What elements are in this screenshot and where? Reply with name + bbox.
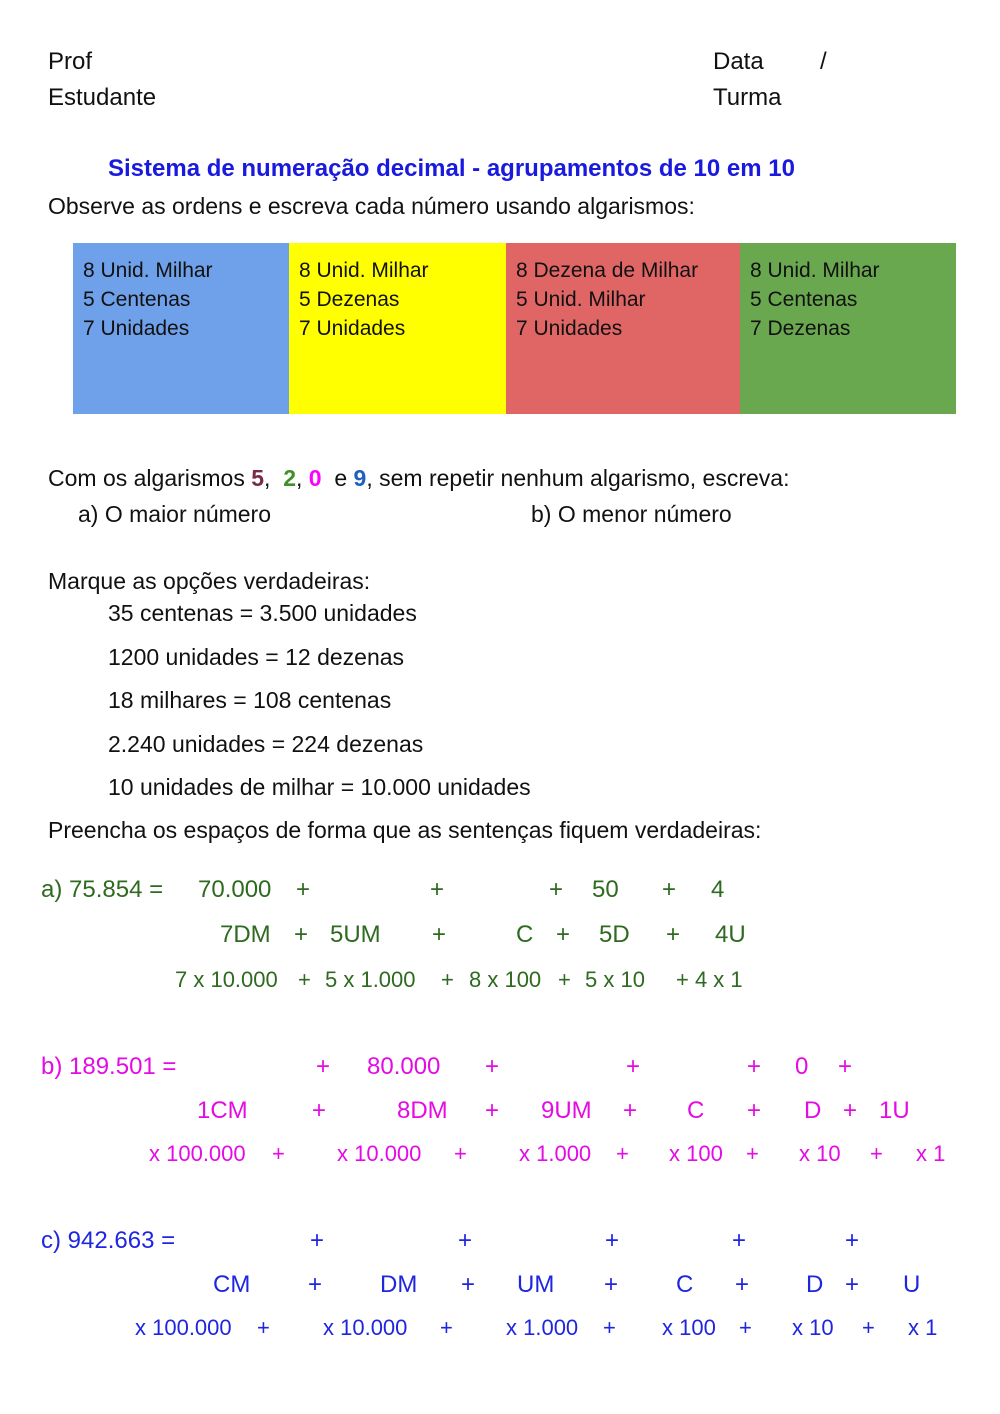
exc-multiplier: x 100 (662, 1315, 716, 1340)
page-title: Sistema de numeração decimal - agrupamentos de 10 em 10 (108, 155, 795, 182)
exb-order: 9UM (541, 1097, 592, 1124)
exb-plus: + (485, 1097, 500, 1124)
check-option-3[interactable]: 18 milhares = 108 centenas (108, 687, 392, 713)
exb-order: D (804, 1097, 822, 1124)
prof-label: Prof (48, 48, 93, 75)
exa-plus: + (432, 921, 447, 948)
order-box-2 (289, 243, 506, 414)
exa-plus: + (441, 967, 454, 992)
exb-multiplier: x 100 (669, 1141, 723, 1166)
exb-term: 80.000 (367, 1053, 441, 1080)
digit-sep: , (296, 465, 309, 491)
exc-order: DM (380, 1271, 418, 1298)
exa-order: 5D (599, 921, 630, 948)
exb-plus: + (746, 1141, 759, 1166)
exa-product: + 4 x 1 (676, 967, 743, 992)
exa-plus: + (549, 876, 564, 903)
exa-plus: + (662, 876, 677, 903)
exa-term: 50 (592, 876, 619, 903)
check-option-1[interactable]: 35 centenas = 3.500 unidades (108, 600, 417, 626)
exc-multiplier: x 10 (792, 1315, 834, 1340)
box-line: 5 Unid. Milhar (516, 288, 646, 311)
exb-plus: + (454, 1141, 467, 1166)
exa-order: 4U (715, 921, 746, 948)
exb-order: C (687, 1097, 705, 1124)
digits-sentence (48, 465, 789, 492)
exa-product: 8 x 100 (469, 967, 542, 992)
exb-plus: + (870, 1141, 883, 1166)
exc-plus: + (604, 1271, 619, 1298)
data-separator: / (820, 48, 827, 75)
exb-plus: + (843, 1097, 858, 1124)
digit-5: 5 (251, 465, 265, 491)
exa-plus: + (556, 921, 571, 948)
exb-plus: + (485, 1053, 500, 1080)
instruction-observe: Observe as ordens e escreva cada número usando algarismos: (48, 193, 695, 219)
exc-multiplier: x 1 (908, 1315, 938, 1340)
exc-plus: + (605, 1227, 620, 1254)
exc-plus: + (461, 1271, 476, 1298)
exb-term: 0 (795, 1053, 809, 1080)
exb-order: 1U (879, 1097, 910, 1124)
exa-order: C (516, 921, 534, 948)
exb-plus: + (316, 1053, 331, 1080)
exc-plus: + (732, 1227, 747, 1254)
exb-plus: + (623, 1097, 638, 1124)
check-heading: Marque as opções verdadeiras: (48, 568, 371, 594)
exc-multiplier: x 100.000 (135, 1315, 232, 1340)
exc-order: UM (517, 1271, 555, 1298)
box-line: 5 Centenas (750, 288, 858, 311)
check-option-4[interactable]: 2.240 unidades = 224 dezenas (108, 731, 424, 757)
box-line: 7 Unidades (83, 317, 190, 340)
exc-plus: + (440, 1315, 453, 1340)
data-label: Data (713, 48, 764, 75)
exc-plus: + (310, 1227, 325, 1254)
exc-plus: + (603, 1315, 616, 1340)
exa-term: 70.000 (198, 876, 272, 903)
digit-sep: e (321, 465, 354, 491)
exa-product: 5 x 1.000 (325, 967, 416, 992)
exa-order: 7DM (220, 921, 271, 948)
exa-order: 5UM (330, 921, 381, 948)
order-box-1 (73, 243, 289, 414)
exb-plus: + (312, 1097, 327, 1124)
exb-plus: + (272, 1141, 285, 1166)
menor-numero-label: b) O menor número (531, 501, 732, 527)
digits-suffix: , sem repetir nenhum algarismo, escreva: (366, 465, 790, 491)
exa-plus: + (296, 876, 311, 903)
exb-multiplier: x 10 (799, 1141, 841, 1166)
exb-order: 1CM (197, 1097, 248, 1124)
box-line: 7 Unidades (516, 317, 623, 340)
exc-multiplier: x 1.000 (506, 1315, 579, 1340)
box-line: 8 Unid. Milhar (750, 259, 880, 282)
order-box-4 (740, 243, 956, 414)
exa-plus: + (430, 876, 445, 903)
exercise-c-label: c) 942.663 = (41, 1227, 176, 1254)
exc-order: U (903, 1271, 921, 1298)
exa-plus: + (298, 967, 311, 992)
estudante-label: Estudante (48, 84, 157, 111)
exercise-b-label: b) 189.501 = (41, 1053, 177, 1080)
exc-plus: + (845, 1271, 860, 1298)
exa-plus: + (666, 921, 681, 948)
exa-plus: + (294, 921, 309, 948)
exa-plus: + (558, 967, 571, 992)
exb-plus: + (747, 1097, 762, 1124)
exb-multiplier: x 100.000 (149, 1141, 246, 1166)
box-line: 8 Unid. Milhar (299, 259, 429, 282)
box-line: 5 Centenas (83, 288, 191, 311)
exc-order: CM (213, 1271, 251, 1298)
box-line: 7 Unidades (299, 317, 406, 340)
exc-plus: + (845, 1227, 860, 1254)
exa-term: 4 (711, 876, 725, 903)
exa-product: 5 x 10 (585, 967, 645, 992)
digits-prefix: Com os algarismos (48, 465, 252, 491)
box-line: 7 Dezenas (750, 317, 851, 340)
exb-plus: + (838, 1053, 853, 1080)
exc-order: D (806, 1271, 824, 1298)
exc-plus: + (458, 1227, 473, 1254)
exa-product: 7 x 10.000 (175, 967, 278, 992)
exc-plus: + (257, 1315, 270, 1340)
turma-label: Turma (713, 84, 782, 111)
exc-plus: + (308, 1271, 323, 1298)
order-box-3 (506, 243, 740, 414)
digit-sep: , (264, 465, 284, 491)
exb-plus: + (747, 1053, 762, 1080)
exercise-a-label: a) 75.854 = (41, 876, 164, 903)
digit-0: 0 (308, 465, 322, 491)
exc-order: C (676, 1271, 694, 1298)
box-line: 8 Dezena de Milhar (516, 259, 699, 282)
check-option-5[interactable]: 10 unidades de milhar = 10.000 unidades (108, 774, 531, 800)
exb-order: 8DM (397, 1097, 448, 1124)
exc-plus: + (739, 1315, 752, 1340)
box-line: 8 Unid. Milhar (83, 259, 213, 282)
fill-heading: Preencha os espaços de forma que as sentenças fiquem verdadeiras: (48, 817, 762, 843)
exb-plus: + (616, 1141, 629, 1166)
maior-numero-label: a) O maior número (78, 501, 272, 527)
digit-2: 2 (283, 465, 296, 491)
exb-multiplier: x 1 (916, 1141, 946, 1166)
exc-plus: + (862, 1315, 875, 1340)
exc-plus: + (735, 1271, 750, 1298)
exc-multiplier: x 10.000 (323, 1315, 408, 1340)
exb-multiplier: x 1.000 (519, 1141, 592, 1166)
digit-9: 9 (353, 465, 367, 491)
box-line: 5 Dezenas (299, 288, 400, 311)
exb-plus: + (626, 1053, 641, 1080)
check-option-2[interactable]: 1200 unidades = 12 dezenas (108, 644, 405, 670)
exb-multiplier: x 10.000 (337, 1141, 422, 1166)
